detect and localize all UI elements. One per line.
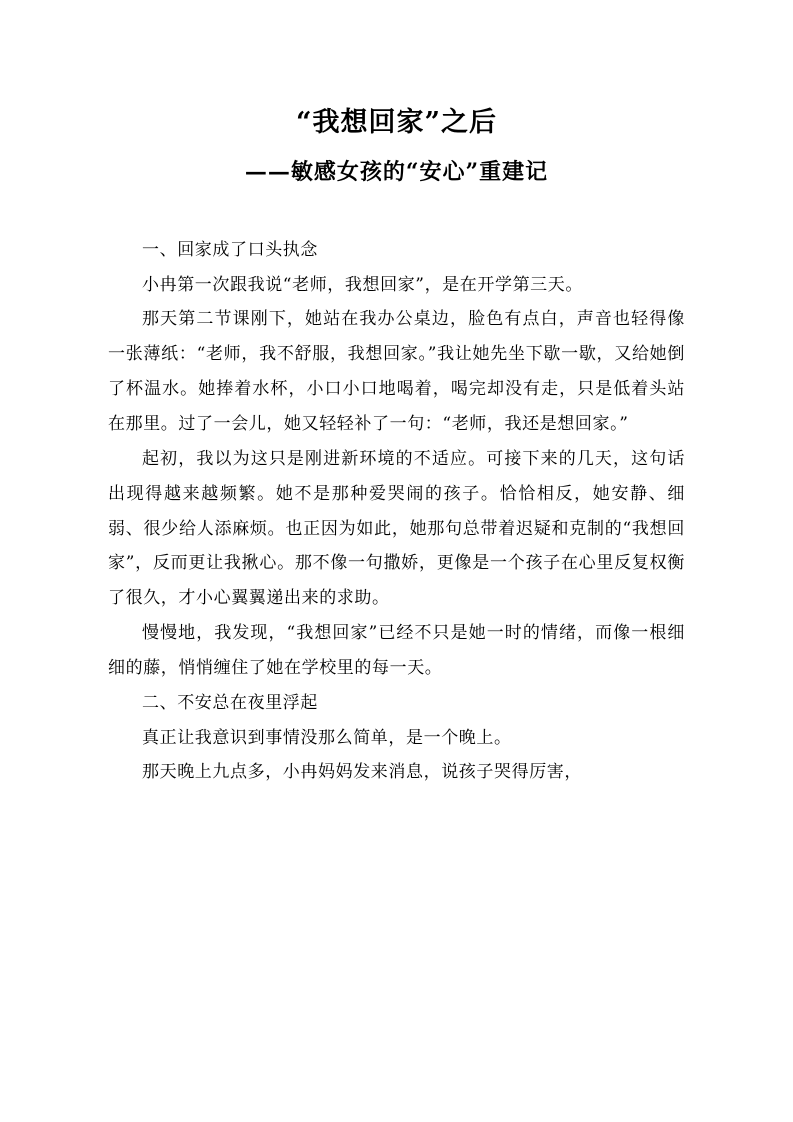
section-heading: 二、不安总在夜里浮起 bbox=[142, 692, 318, 713]
document-body bbox=[108, 233, 685, 791]
paragraph: 小冉第一次跟我说“老师，我想回家”，是在开学第三天。 bbox=[142, 274, 583, 295]
paragraph: 起初，我以为这只是刚进新环境的不适应。可接下来的几天，这句话出现得越来越频繁。她不是那种爱哭闹的孩子。恰恰相反，她安静、细弱、很少给人添麻烦。也正因为如此，她那句总带着迟疑和克制的“我想回家”，反而更让我揪心。那不像一句撒娇，更像是一个孩子在心里反复权衡了很久，才小心翼翼递出来的求助。 bbox=[108, 448, 685, 609]
paragraph: 那天第二节课刚下，她站在我办公桌边，脸色有点白，声音也轻得像一张薄纸：“老师，我不舒服，我想回家。”我让她先坐下歇一歇，又给她倒了杯温水。她捧着水杯，小口小口地喝着，喝完却没有走，只是低着头站在那里。过了一会儿，她又轻轻补了一句：“老师，我还是想回家。” bbox=[108, 309, 685, 435]
document-title: “我想回家”之后 bbox=[295, 107, 498, 138]
section-heading: 一、回家成了口头执念 bbox=[142, 239, 318, 260]
paragraph: 慢慢地，我发现，“我想回家”已经不只是她一时的情绪，而像一根细细的藤，悄悄缠住了她在学校里的每一天。 bbox=[108, 623, 685, 678]
paragraph: 那天晚上九点多，小冉妈妈发来消息，说孩子哭得厉害， bbox=[142, 762, 582, 783]
paragraph: 真正让我意识到事情没那么简单，是一个晚上。 bbox=[142, 727, 512, 748]
document-subtitle: ——敏感女孩的“安心”重建记 bbox=[244, 158, 549, 185]
